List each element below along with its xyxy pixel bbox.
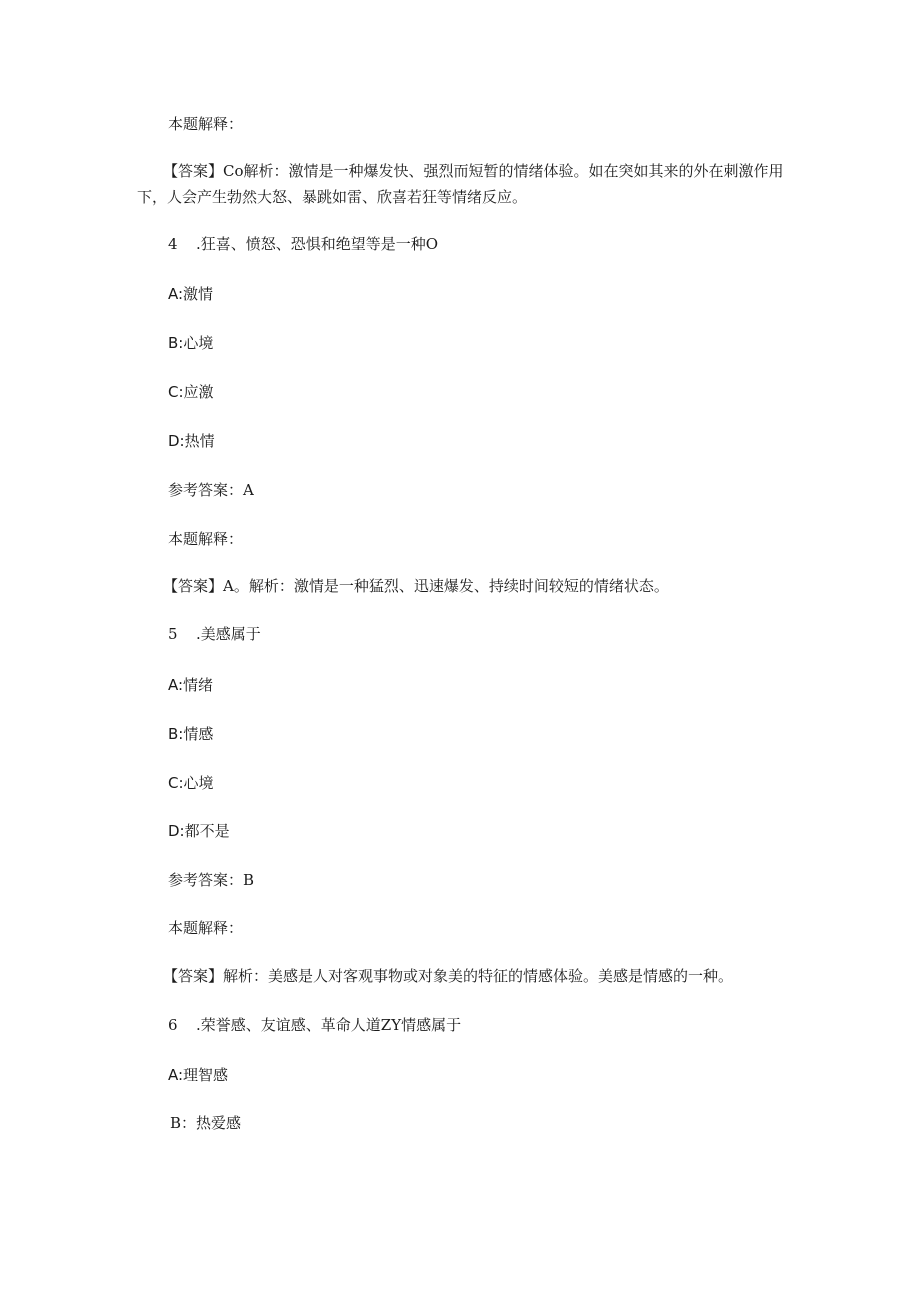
reference-answer: 参考答案：A	[168, 481, 254, 499]
explanation-text: 【答案】Co解析：激情是一种爆发快、强烈而短暂的情绪体验。如在突如其来的外在刺激作用下，人会产生勃然大怒、暴跳如雷、欣喜若狂等情绪反应。	[137, 162, 784, 206]
explanation-label: 本题解释：	[168, 530, 244, 548]
question-text: .美感属于	[196, 625, 261, 643]
explanation-label: 本题解释：	[168, 919, 244, 937]
reference-answer: 参考答案：B	[168, 871, 255, 889]
option-a: A:理智感	[168, 1066, 229, 1084]
question-5	[168, 624, 261, 644]
option-a: A:激情	[168, 285, 214, 303]
option-c: C:应激	[168, 383, 214, 401]
question-number: 6	[168, 1016, 178, 1034]
question-6	[168, 1015, 461, 1035]
question-text: .荣誉感、友谊感、革命人道ZY情感属于	[196, 1016, 462, 1034]
explanation-label: 本题解释：	[168, 115, 244, 133]
option-d: D:热情	[168, 432, 215, 450]
option-c: C:心境	[168, 774, 214, 792]
option-b: B:情感	[168, 725, 214, 743]
explanation-text: 【答案】解析：美感是人对客观事物或对象美的特征的情感体验。美感是情感的一种。	[163, 967, 734, 985]
question-number: 5	[168, 625, 178, 643]
option-d: D:都不是	[168, 822, 230, 840]
option-a: A:情绪	[168, 676, 214, 694]
explanation-text: 【答案】A。解析：激情是一种猛烈、迅速爆发、持续时间较短的情绪状态。	[163, 577, 669, 595]
question-text: .狂喜、愤怒、恐惧和绝望等是一种O	[196, 235, 439, 253]
question-4	[168, 234, 438, 254]
question-number: 4	[168, 235, 178, 253]
option-b: B：热爱感	[170, 1114, 242, 1132]
option-b: B:心境	[168, 334, 214, 352]
